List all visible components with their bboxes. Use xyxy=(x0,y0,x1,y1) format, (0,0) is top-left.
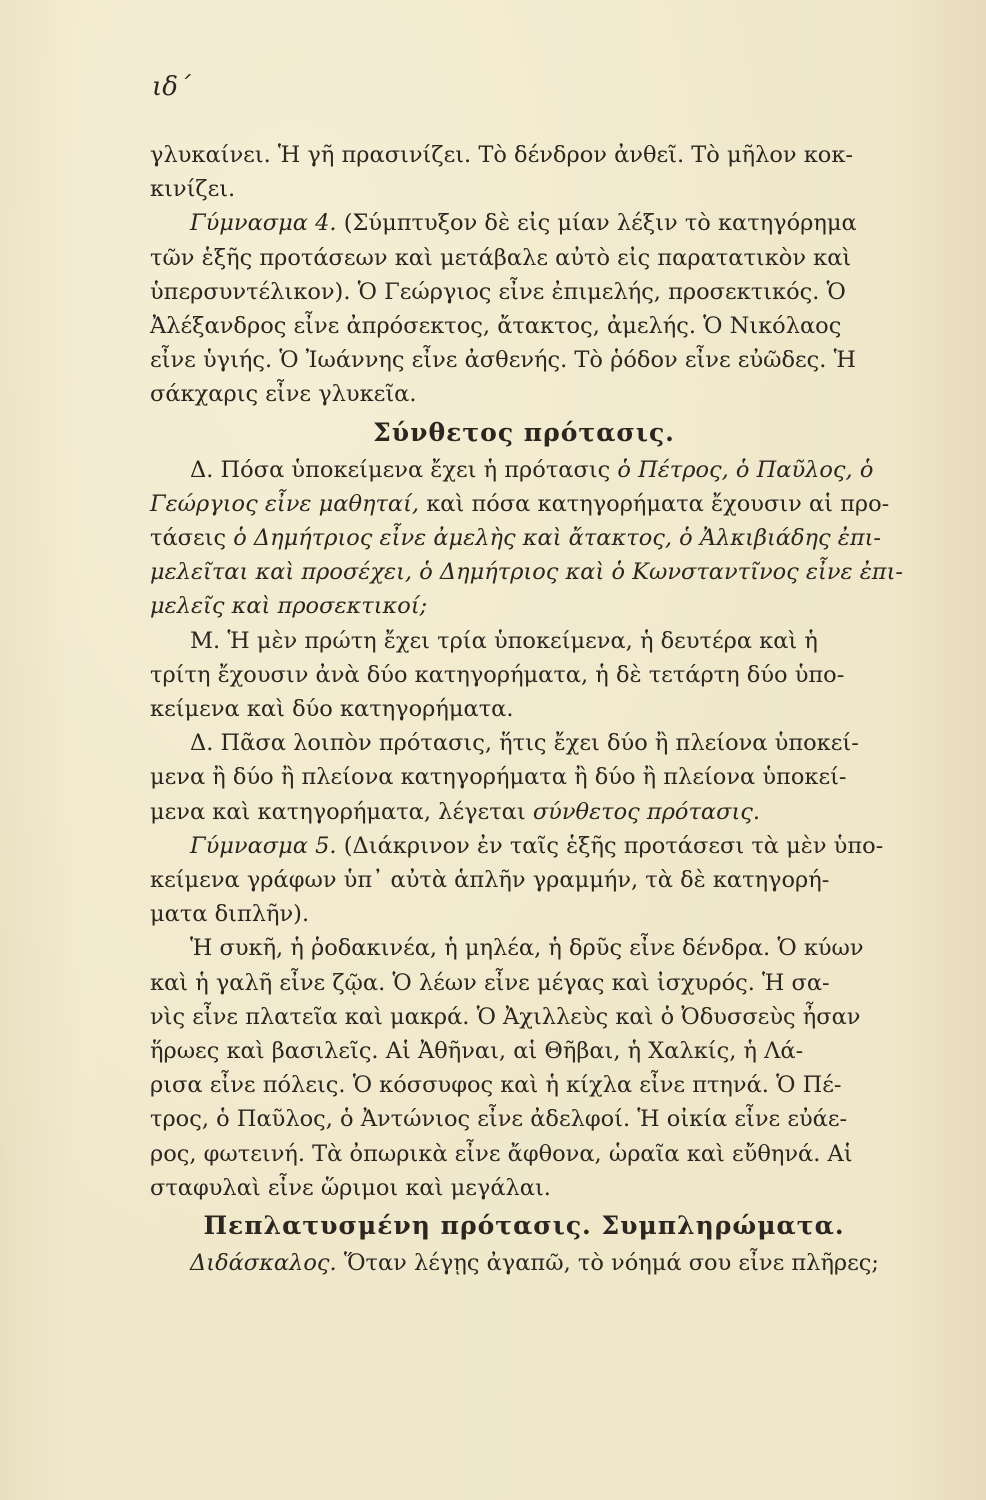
text-line: ρισα εἶνε πόλεις. Ὁ κόσσυφος καὶ ἡ κίχλα εἶνε πτηνά. Ὁ Πέ- xyxy=(150,1072,842,1099)
page-text xyxy=(150,138,904,1280)
text-line: σταφυλαὶ εἶνε ὥριμοι καὶ μεγάλαι. xyxy=(150,1174,551,1201)
text-line: καὶ ἡ γαλῆ εἶνε ζῷα. Ὁ λέων εἶνε μέγας καὶ ἰσχυρός. Ἡ σα- xyxy=(150,969,830,996)
text-line: κινίζει. xyxy=(150,176,236,203)
section-heading-compound-sentence: Σύνθετος πρότασις. xyxy=(373,417,675,447)
text-line xyxy=(150,487,898,521)
text-line: ματα διπλῆν). xyxy=(150,901,310,928)
text-line: κείμενα καὶ δύο κατηγορήματα. xyxy=(150,696,514,723)
text-line: μενα ἢ δύο ἢ πλείονα κατηγορήματα ἢ δύο ἢ πλείονα ὑποκεί- xyxy=(150,764,847,791)
text-span: (Διάκρινον ἐν ταῖς ἑξῆς προτάσεσι τὰ μὲν ὑπο- xyxy=(336,832,884,859)
text-line: τρος, ὁ Παῦλος, ὁ Ἀντώνιος εἶνε ἀδελφοί. Ἡ οἰκία εἶνε εὐάε- xyxy=(150,1106,848,1133)
text-line: Δ. Πᾶσα λοιπὸν πρότασις, ἥτις ἔχει δύο ἢ πλείονα ὑποκεί- xyxy=(190,730,859,757)
text-line: ὑπερσυντέλικον). Ὁ Γεώργιος εἶνε ἐπιμελής, προσεκτικός. Ὁ xyxy=(150,278,846,305)
text-line: κείμενα γράφων ὑπ᾽ αὐτὰ ἁπλῆν γραμμήν, τὰ δὲ κατηγορή- xyxy=(150,867,830,894)
text-line: μελεῖται καὶ προσέχει, ὁ Δημήτριος καὶ ὁ Κωνσταντῖνος εἶνε ἐπι- xyxy=(150,559,904,586)
text-line: νὶς εἶνε πλατεῖα καὶ μακρά. Ὁ Ἀχιλλεὺς καὶ ὁ Ὀδυσσεὺς ἦσαν xyxy=(150,1003,861,1030)
text-line xyxy=(150,829,898,863)
teacher-question xyxy=(150,1246,898,1280)
text-line: Ἡ συκῆ, ἡ ῥοδακινέα, ἡ μηλέα, ἡ δρῦς εἶνε δένδρα. Ὁ κύων xyxy=(190,935,864,962)
text-line xyxy=(150,206,898,240)
example-sentence: Γεώργιος εἶνε μαθηταί, xyxy=(150,490,420,517)
example-sentence: ὁ Πέτρος, ὁ Παῦλος, ὁ xyxy=(617,456,874,483)
text-line: ρος, φωτεινή. Τὰ ὀπωρικὰ εἶνε ἄφθονα, ὡραῖα καὶ εὔθηνά. Αἱ xyxy=(150,1140,853,1167)
exercise-5-sentences xyxy=(150,931,898,1205)
text-span: τάσεις xyxy=(150,525,234,552)
definition-paragraph xyxy=(150,726,898,829)
exercise-label: Γύμνασμα 5. xyxy=(190,832,337,859)
text-line: ἥρωες καὶ βασιλεῖς. Αἱ Ἀθῆναι, αἱ Θῆβαι, ἡ Χαλκίς, ἡ Λά- xyxy=(150,1038,804,1065)
text-line xyxy=(150,521,898,555)
text-span: Ὅταν λέγῃς ἀγαπῶ, τὸ νόημά σου εἶνε πλῆρες; xyxy=(336,1250,879,1277)
text-line: τῶν ἑξῆς προτάσεων καὶ μετάβαλε αὐτὸ εἰς παρατατικὸν καὶ xyxy=(150,244,852,271)
dialogue-answer xyxy=(150,624,898,727)
exercise-5 xyxy=(150,829,898,932)
exercise-4 xyxy=(150,206,898,411)
text-line: γλυκαίνει. Ἡ γῆ πρασινίζει. Τὸ δένδρον ἀνθεῖ. Τὸ μῆλον κοκ- xyxy=(150,142,854,168)
text-line: τρίτη ἔχουσιν ἀνὰ δύο κατηγορήματα, ἡ δὲ τετάρτη δύο ὑπο- xyxy=(150,661,845,688)
text-line: σάκχαρις εἶνε γλυκεῖα. xyxy=(150,381,417,408)
text-span: μενα καὶ κατηγορήματα, λέγεται xyxy=(150,798,533,825)
text-span: Πόσα ὑποκείμενα ἔχει ἡ πρότασις xyxy=(213,456,618,483)
text-line: εἶνε ὑγιής. Ὁ Ἰωάννης εἶνε ἀσθενής. Τὸ ῥόδον εἶνε εὐῶδες. Ἡ xyxy=(150,347,856,374)
text-line xyxy=(150,1246,898,1280)
exercise-label: Γύμνασμα 4. xyxy=(190,210,337,237)
text-line xyxy=(150,795,898,829)
text-line: μελεῖς καὶ προσεκτικοί; xyxy=(150,593,428,620)
text-line xyxy=(150,453,898,487)
speaker-label: Δ. xyxy=(190,456,214,483)
page-number: ιδ΄ xyxy=(152,72,191,102)
paragraph-1 xyxy=(150,138,898,206)
example-sentence: ὁ Δημήτριος εἶνε ἀμελὴς καὶ ἄτακτος, ὁ Ἀλκιβιάδης ἐπι- xyxy=(233,525,882,552)
text-line: Ἀλέξανδρος εἶνε ἀπρόσεκτος, ἄτακτος, ἀμελής. Ὁ Νικόλαος xyxy=(150,313,842,340)
dialogue-question xyxy=(150,453,904,624)
text-line: Μ. Ἡ μὲν πρώτη ἔχει τρία ὑποκείμενα, ἡ δευτέρα καὶ ἡ xyxy=(190,627,818,654)
defined-term: σύνθετος πρότασις. xyxy=(532,798,761,825)
section-heading-extended-sentence: Πεπλατυσμένη πρότασις. Συμπληρώματα. xyxy=(203,1211,845,1241)
text-span: καὶ πόσα κατηγορήματα ἔχουσιν αἱ προ- xyxy=(419,490,890,517)
speaker-label: Διδάσκαλος. xyxy=(190,1250,337,1277)
text-span: (Σύμπτυξον δὲ εἰς μίαν λέξιν τὸ κατηγόρημα xyxy=(336,210,857,237)
